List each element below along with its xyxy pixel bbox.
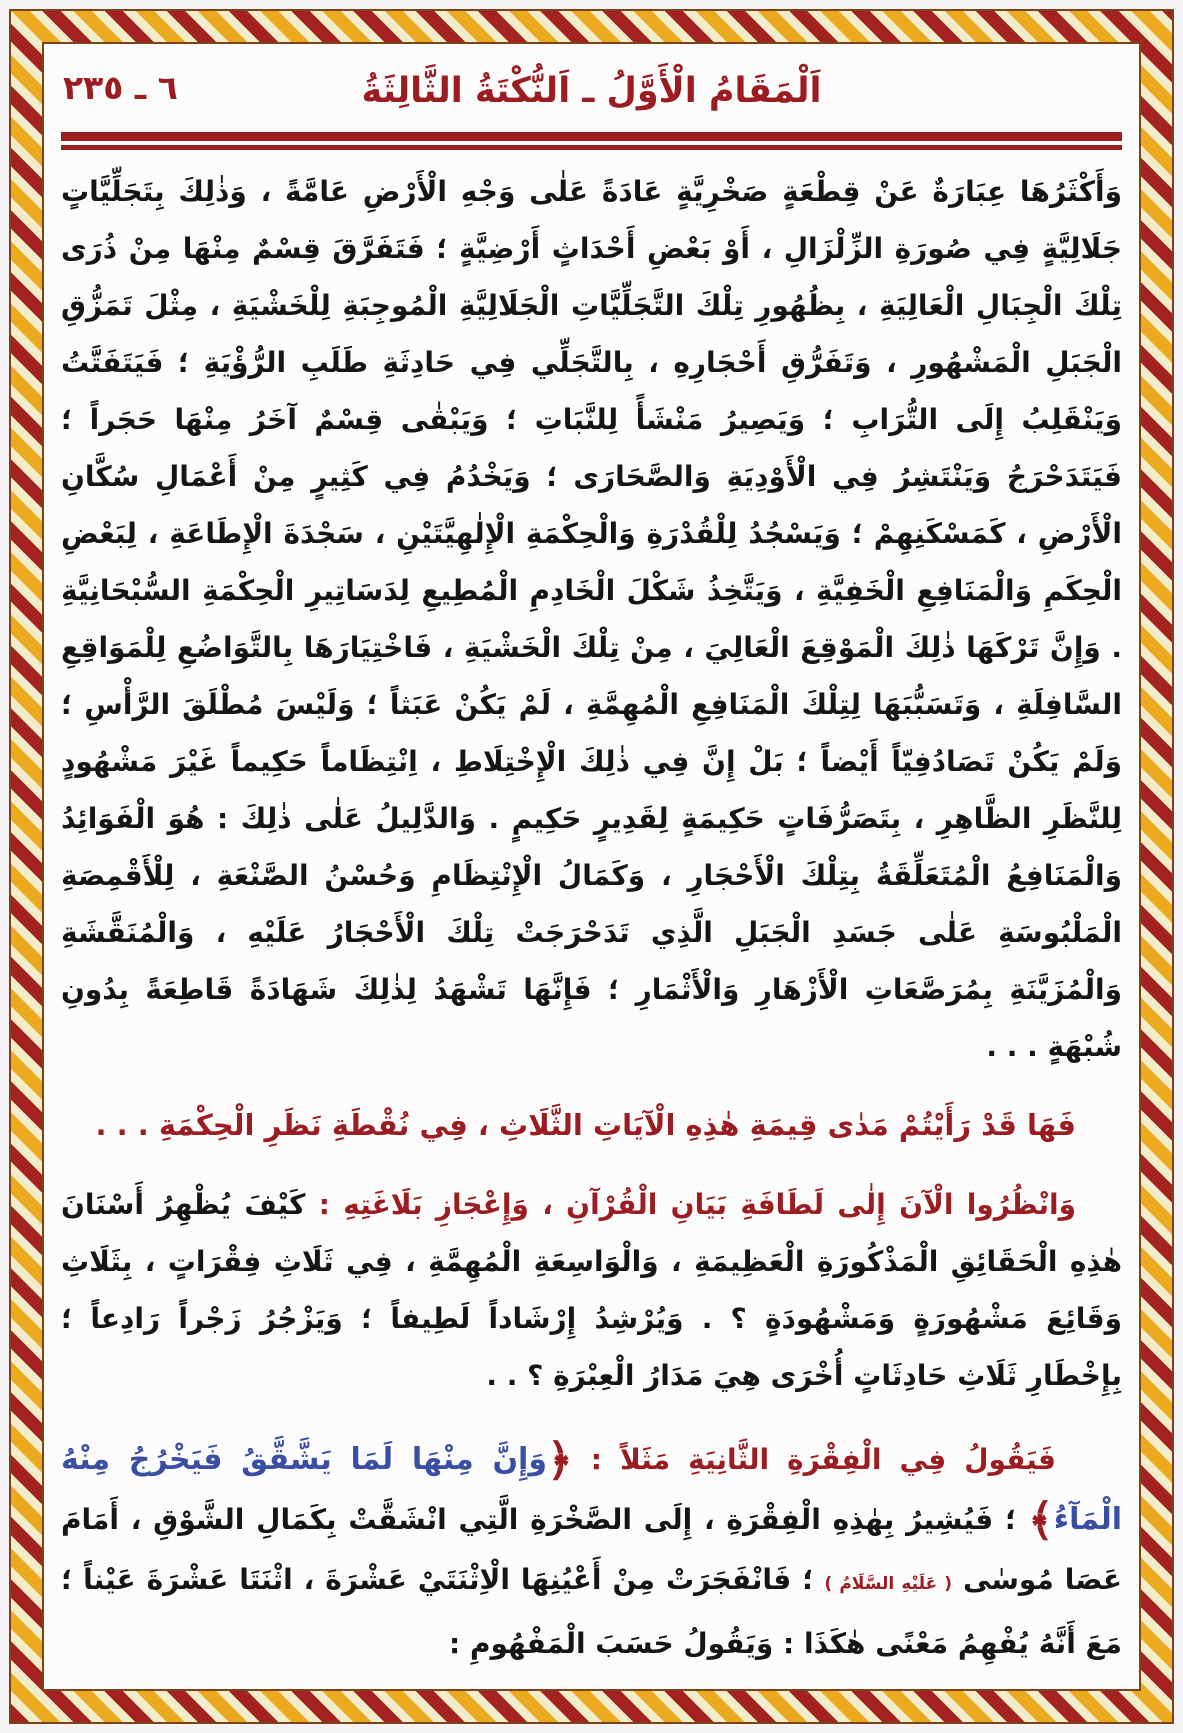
page-header xyxy=(59,60,1124,122)
honorific-seal: ( عَلَيْهِ السَّلَامُ ) xyxy=(824,1574,953,1594)
divider-thin-line xyxy=(61,145,1122,150)
body-text xyxy=(59,163,1124,1674)
quran-verse: وَإِنَّ مِنْهَا لَمَا يَشَّقَّقُ فَيَخْرُجُ مِنْهُ الْمَآءُ xyxy=(61,1442,1122,1537)
paragraph-verse xyxy=(61,1430,1122,1674)
paragraph-main: وَأَكْثَرُهَا عِبَارَةٌ عَنْ قِطْعَةٍ صَخْرِيَّةٍ عَادَةً عَلٰى وَجْهِ الْأَرْضِ عَامَّةً ، وَذٰلِكَ بِتَجَلِّيَّاتٍ جَلَالِيَّةٍ فِي صُورَةِ الزِّلْزَالِ ، أَوْ بَعْضِ أَحْدَاثٍ أَرْضِيَّةٍ ؛ فَتَفَرَّقَ قِسْمٌ مِنْهَا مِنْ ذُرَى تِلْكَ الْجِبَالِ الْعَالِيَةِ ، بِظُهُورِ تِلْكَ التَّجَلِّيَّاتِ الْجَلَالِيَّةِ الْمُوجِبَةِ لِلْخَشْيَةِ ، مِثْلَ تَمَزُّقِ الْجَبَلِ الْمَشْهُورِ ، وَتَفَرُّقِ أَحْجَارِهِ ، بِالتَّجَلِّي فِي حَادِثَةِ طَلَبِ الرُّؤْيَةِ ؛ فَيَتَفَتَّتُ وَيَنْقَلِبُ إِلَى التُّرَابِ ؛ وَيَصِيرُ مَنْشَأً لِلنَّبَاتِ ؛ وَيَبْقٰى قِسْمٌ آخَرُ مِنْهَا حَجَراً ؛ فَيَتَدَحْرَجُ وَيَنْتَشِرُ فِي الْأَوْدِيَةِ وَالصَّحَارَى ؛ وَيَخْدُمُ فِي كَثِيرٍ مِنْ أَعْمَالِ سُكَّانِ الْأَرْضِ ، كَمَسْكَنِهِمْ ؛ وَيَسْجُدُ لِلْقُدْرَةِ وَالْحِكْمَةِ الْإِلٰهِيَّتَيْنِ ، سَجْدَةَ الْإِطَاعَةِ ، لِبَعْضِ الْحِكَمِ وَالْمَنَافِعِ الْخَفِيَّةِ ، وَيَتَّخِذُ شَكْلَ الْخَادِمِ الْمُطِيعِ لِدَسَاتِيرِ الْحِكْمَةِ السُّبْحَانِيَّةِ . وَإِنَّ تَرْكَهَا ذٰلِكَ الْمَوْقِعَ الْعَالِيَ ، مِنْ تِلْكَ الْخَشْيَةِ ، فَاخْتِيَارَهَا بِالتَّوَاضُعِ لِلْمَوَاقِعِ السَّافِلَةِ ، وَتَسَبُّبَهَا لِتِلْكَ الْمَنَافِعِ الْمُهِمَّةِ ، لَمْ يَكُنْ عَبَثاً ؛ وَلَيْسَ مُطْلَقَ الرَّأْسِ ؛ وَلَمْ يَكُنْ تَصَادُفِيّاً أَيْضاً ؛ بَلْ إِنَّ فِي ذٰلِكَ الْإِخْتِلَاطِ ، اِنْتِظَاماً حَكِيماً غَيْرَ مَشْهُودٍ لِلنَّظَرِ الظَّاهِرِ ، بِتَصَرُّفَاتٍ حَكِيمَةٍ لِقَدِيرٍ حَكِيمٍ . وَالدَّلِيلُ عَلٰى ذٰلِكَ : هُوَ الْفَوَائِدُ وَالْمَنَافِعُ الْمُتَعَلِّقَةُ بِتِلْكَ الْأَحْجَارِ ، وَكَمَالُ الْإِنْتِظَامِ وَحُسْنُ الصَّنْعَةِ ، لِلْأَقْمِصَةِ الْمَلْبُوسَةِ عَلٰى جَسَدِ الْجَبَلِ الَّذِي تَدَحْرَجَتْ تِلْكَ الْأَحْجَارُ عَلَيْهِ ، وَالْمُنَقَّشَةِ وَالْمُزَيَّنَةِ بِمُرَصَّعَاتِ الْأَزْهَارِ وَالْأَثْمَارِ ؛ فَإِنَّهَا تَشْهَدُ لِذٰلِكَ شَهَادَةً قَاطِعَةً بِدُونِ شُبْهَةٍ . . . xyxy=(61,175,1122,1063)
paragraph-intro-body: كَيْفَ يُظْهِرُ أَسْنَانَ هٰذِهِ الْحَقَائِقِ الْمَذْكُورَةِ الْعَظِيمَةِ ، وَالْوَاسِعَةِ الْمُهِمَّةِ ، فِي ثَلَاثِ فِقْرَاتٍ ، بِثَلَاثِ وَقَائِعَ مَشْهُورَةٍ وَمَشْهُودَةٍ ؟ . وَيُرْشِدُ إِرْشَاداً لَطِيفاً ؛ وَيَزْجُرُ زَجْراً رَادِعاً ؛ بِإِخْطَارِ ثَلَاثِ حَادِثَاتٍ أُخْرَى هِيَ مَدَارُ الْعِبْرَةِ ؟ . . xyxy=(61,1188,1122,1392)
page-content-area xyxy=(42,42,1141,1691)
page-title: اَلْمَقَامُ الْأَوَّلُ ـ اَلنُّكْتَةُ الثَّالِثَةُ xyxy=(361,71,822,111)
verse-close-ornate-bracket: ﴾ xyxy=(1027,1495,1054,1546)
paragraph-highlight-red: فَهَا قَدْ رَأَيْتُمْ مَدٰى قِيمَةِ هٰذِهِ الْآيَاتِ الثَّلَاثِ ، فِي نُقْطَةِ نَظَرِ الْحِكْمَةِ . . . xyxy=(95,1108,1076,1142)
divider-thick-line xyxy=(61,132,1122,141)
paragraph-intro-lead-red: وَانْظُرُوا الْآنَ إِلٰى لَطَافَةِ بَيَانِ الْقُرْآنِ ، وَإِعْجَازِ بَلَاغَتِهِ : xyxy=(305,1188,1076,1221)
paragraph-verse-lead-red: فَيَقُولُ فِي الْفِقْرَةِ الثَّانِيَةِ مَثَلاً : xyxy=(572,1443,1056,1476)
paragraph-verse-closing: ؛ فَانْفَجَرَتْ مِنْ أَعْيُنِهَا الْاِثْنَتَيْ عَشْرَةَ ، اثْنَتَا عَشْرَةَ عَيْناً ؛ مَعَ أَنَّهُ يُفْهِمُ مَعْنًى هٰكَذَا : وَيَقُولُ حَسَبَ الْمَفْهُومِ : xyxy=(61,1563,1122,1660)
page-number: ٦ ـ ٢٣٥ xyxy=(63,68,178,107)
paragraph-intro xyxy=(61,1176,1122,1404)
decorative-border-outer xyxy=(9,9,1174,1724)
verse-open-ornate-bracket: ﴿ xyxy=(546,1435,573,1486)
header-divider xyxy=(61,132,1122,150)
decorative-chain-border xyxy=(11,11,1172,1722)
paragraph-verse-commentary: ؛ فَيُشِيرُ بِهٰذِهِ الْفِقْرَةِ ، إِلَى الصَّخْرَةِ الَّتِي انْشَقَّتْ بِكَمَالِ الشَّوْقِ ، أَمَامَ عَصَا مُوسٰى xyxy=(61,1503,1122,1596)
